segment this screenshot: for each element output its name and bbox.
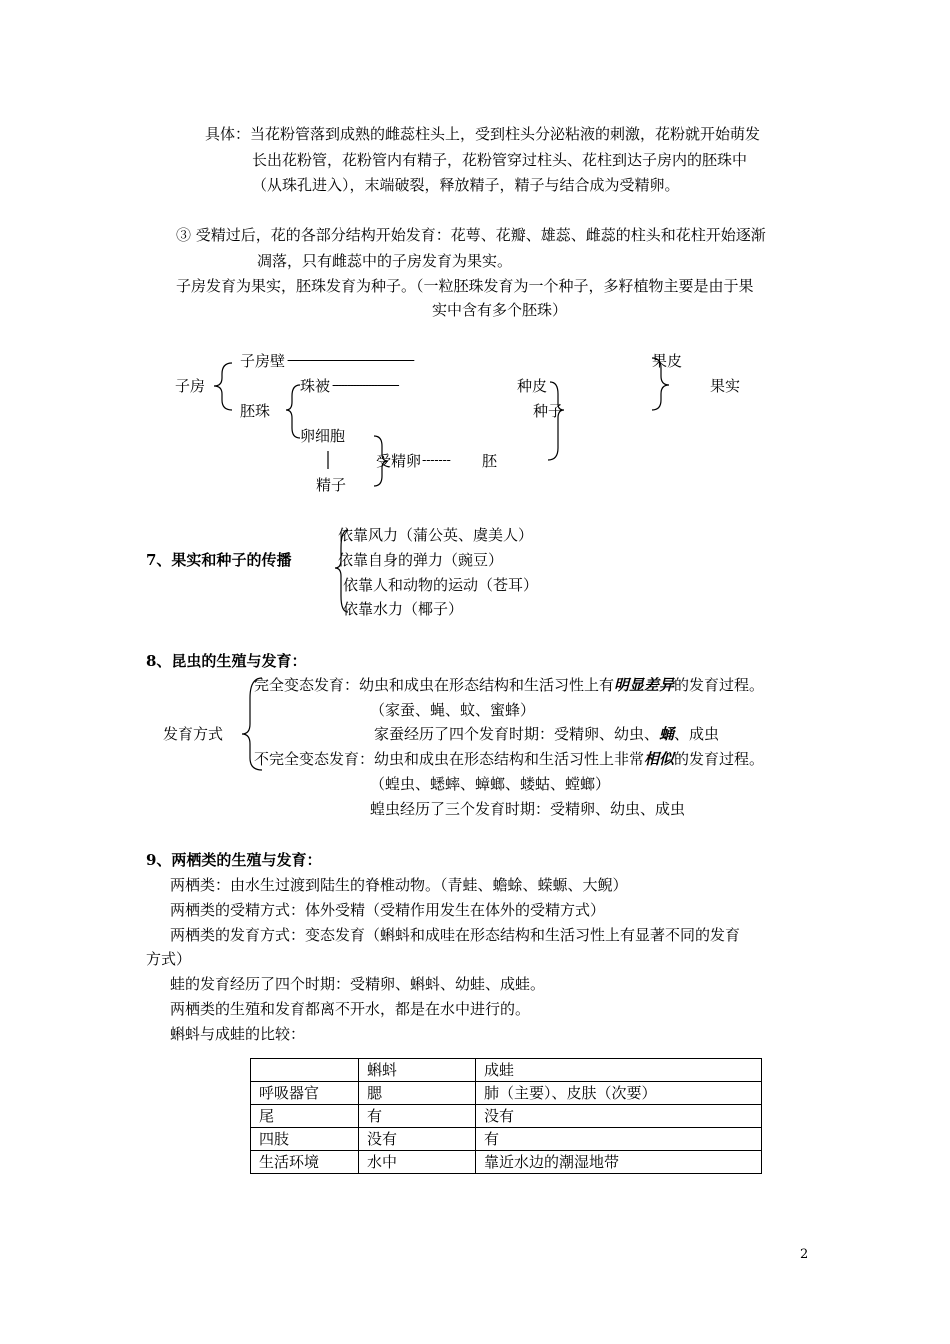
diagram-integument: 珠被 bbox=[300, 377, 331, 395]
diagram-embryo: 胚 bbox=[482, 452, 498, 470]
development-line-2: 实中含有多个胚珠） bbox=[432, 301, 568, 319]
table-cell: 有 bbox=[476, 1128, 762, 1151]
incomplete-text-em: 相似 bbox=[644, 750, 675, 768]
complete-text-pre: 完全变态发育：幼虫和成虫在形态结构和生活习性上有 bbox=[254, 676, 615, 694]
comparison-caption: 蝌蚪与成蛙的比较： bbox=[170, 1025, 306, 1043]
incomplete-text-post: 的发育过程。 bbox=[674, 750, 765, 768]
table-cell: 生活环境 bbox=[251, 1151, 359, 1174]
amphibian-fertilization: 两栖类的受精方式：体外受精（受精作用发生在体外的受精方式） bbox=[170, 901, 606, 919]
diagram-sperm: 精子 bbox=[316, 476, 347, 494]
point3-line-2: 凋落，只有雌蕊中的子房发育为果实。 bbox=[257, 252, 513, 270]
section9-title: 9、两栖类的生殖与发育： bbox=[146, 851, 322, 869]
table-cell: 蝌蚪 bbox=[359, 1059, 476, 1082]
ovule-brace bbox=[286, 385, 300, 438]
amphibian-development-1: 两栖类的发育方式：变态发育（蝌蚪和成哇在形态结构和生活习性上有显著不同的发育 bbox=[170, 926, 741, 944]
incomplete-text-pre: 不完全变态发育：幼虫和成虫在形态结构和生活习性上非常 bbox=[254, 750, 645, 768]
diagram-integument-dashes: ---------------------- bbox=[332, 378, 399, 393]
table-cell: 有 bbox=[359, 1105, 476, 1128]
table-cell: 没有 bbox=[359, 1128, 476, 1151]
table-row bbox=[251, 1128, 762, 1151]
amphibian-definition: 两栖类：由水生过渡到陆生的脊椎动物。（青蛙、蟾蜍、蝾螈、大鲵） bbox=[170, 876, 628, 894]
point3-line-1: ③ 受精过后，花的各部分结构开始发育：花萼、花瓣、雄蕊、雌蕊的柱头和花柱开始逐渐 bbox=[176, 226, 766, 244]
diagram-egg-cell: 卵细胞 bbox=[300, 427, 346, 445]
section7-title: 7、果实和种子的传播 bbox=[146, 551, 292, 569]
table-row bbox=[251, 1059, 762, 1082]
diagram-pericarp: 果皮 bbox=[652, 352, 683, 370]
silkworm-text-post: 、成虫 bbox=[674, 725, 720, 743]
diagram-zygote-dashes: ------- bbox=[422, 453, 451, 468]
ovary-brace bbox=[214, 363, 232, 410]
table-cell: 没有 bbox=[476, 1105, 762, 1128]
table-cell: 四肢 bbox=[251, 1128, 359, 1151]
diagram-seed-coat: 种皮 bbox=[517, 377, 548, 395]
table-row bbox=[251, 1105, 762, 1128]
comparison-table bbox=[250, 1058, 762, 1174]
dispersal-water: 依靠水力（椰子） bbox=[343, 600, 464, 618]
silkworm-text-pre: 家蚕经历了四个发育时期：受精卵、幼虫、 bbox=[374, 725, 660, 743]
diagram-seed: 种子 bbox=[533, 402, 564, 420]
incomplete-examples: （蝗虫、蟋蟀、蟑螂、蝼蛄、螳螂） bbox=[370, 775, 611, 793]
dispersal-elastic: 依靠自身的弹力（豌豆） bbox=[338, 551, 504, 569]
table-cell: 成蛙 bbox=[476, 1059, 762, 1082]
table-row bbox=[251, 1082, 762, 1105]
seed-brace bbox=[548, 382, 564, 460]
development-mode-label: 发育方式 bbox=[163, 725, 224, 743]
diagram-wall-dashes: -------------------------------------------- bbox=[287, 353, 414, 368]
table-cell bbox=[251, 1059, 359, 1082]
section8-title: 8、昆虫的生殖与发育： bbox=[146, 652, 307, 670]
table-cell: 尾 bbox=[251, 1105, 359, 1128]
complete-metamorphosis bbox=[254, 678, 764, 693]
silkworm-stages bbox=[374, 727, 719, 742]
detail-line-1: 具体：当花粉管落到成熟的雌蕊柱头上，受到柱头分泌粘液的刺激，花粉就开始萌发 bbox=[205, 125, 761, 143]
table-cell: 肺（主要）、皮肤（次要） bbox=[476, 1082, 762, 1105]
diagram-zygote: 受精卵 bbox=[376, 452, 422, 470]
development-line-1: 子房发育为果实，胚珠发育为种子。（一粒胚珠发育为一个种子，多籽植物主要是由于果 bbox=[176, 277, 754, 295]
complete-examples: （家蚕、蝇、蚊、蜜蜂） bbox=[370, 701, 536, 719]
diagram-ovule: 胚珠 bbox=[240, 402, 271, 420]
dispersal-wind: 依靠风力（蒲公英、虞美人） bbox=[338, 526, 534, 544]
dispersal-animals: 依靠人和动物的运动（苍耳） bbox=[343, 576, 539, 594]
table-cell: 靠近水边的潮湿地带 bbox=[476, 1151, 762, 1174]
table-cell: 水中 bbox=[359, 1151, 476, 1174]
detail-line-2: 长出花粉管，花粉管内有精子，花粉管穿过柱头、花柱到达子房内的胚珠中 bbox=[252, 151, 748, 169]
silkworm-text-em: 蛹 bbox=[659, 725, 675, 743]
amphibian-development-2: 方式） bbox=[146, 950, 192, 968]
frog-stages: 蛙的发育经历了四个时期：受精卵、蝌蚪、幼蛙、成蛙。 bbox=[170, 975, 546, 993]
complete-text-em: 明显差异 bbox=[614, 676, 675, 694]
diagram-ovary: 子房 bbox=[175, 377, 206, 395]
table-cell: 腮 bbox=[359, 1082, 476, 1105]
diagram-fruit: 果实 bbox=[710, 377, 741, 395]
amphibian-water: 两栖类的生殖和发育都离不开水，都是在水中进行的。 bbox=[170, 1000, 531, 1018]
table-cell: 呼吸器官 bbox=[251, 1082, 359, 1105]
diagram-ovary-wall: 子房壁 bbox=[240, 352, 286, 370]
table-row bbox=[251, 1151, 762, 1174]
locust-stages: 蝗虫经历了三个发育时期：受精卵、幼虫、成虫 bbox=[370, 800, 686, 818]
complete-text-post: 的发育过程。 bbox=[674, 676, 765, 694]
page-number: 2 bbox=[800, 1247, 809, 1262]
detail-line-3: （从珠孔进入），末端破裂，释放精子，精子与结合成为受精卵。 bbox=[252, 176, 680, 194]
incomplete-metamorphosis bbox=[254, 752, 764, 767]
